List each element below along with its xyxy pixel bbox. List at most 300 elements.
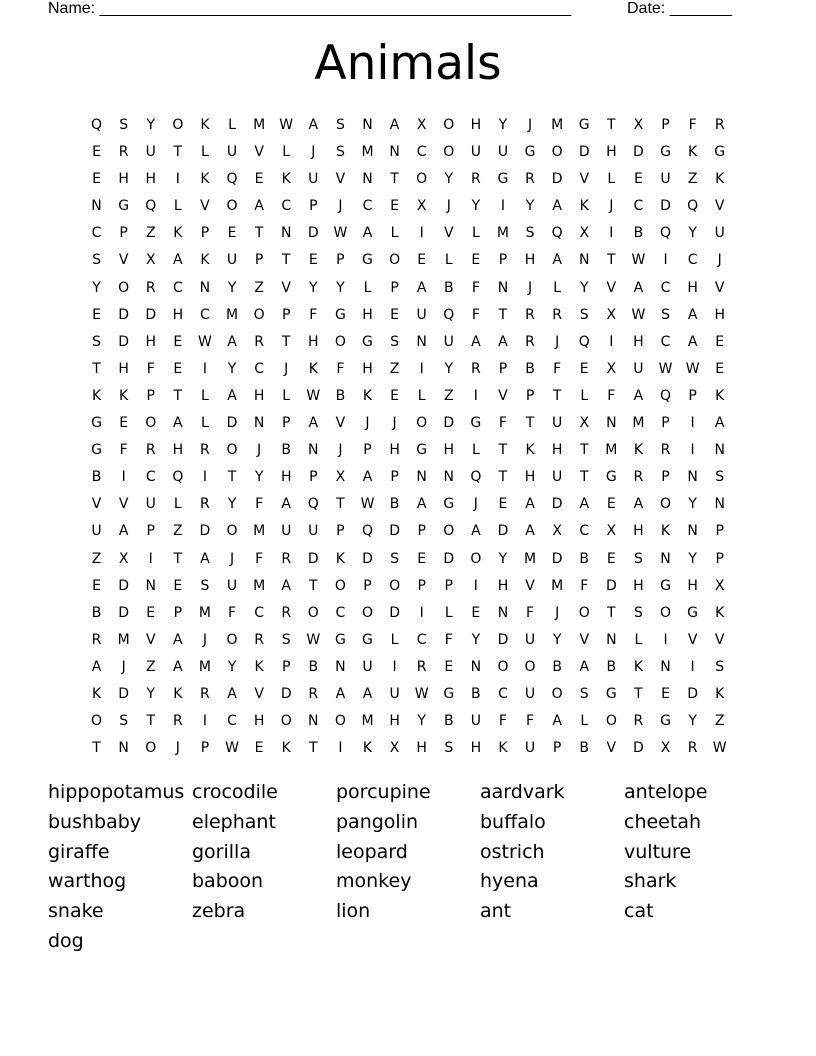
grid-letter: D xyxy=(118,577,130,594)
grid-letter: D xyxy=(633,740,644,757)
grid-letter: A xyxy=(525,523,535,540)
grid-letter: H xyxy=(606,144,617,161)
grid-letter: A xyxy=(552,198,562,215)
grid-letter: J xyxy=(175,740,180,757)
grid-letter: P xyxy=(525,387,535,404)
grid-letter: A xyxy=(227,685,237,702)
grid-letter: Q xyxy=(470,469,482,486)
grid-letter: P xyxy=(417,523,426,540)
grid-letter: W xyxy=(360,496,375,513)
grid-letter: A xyxy=(552,713,562,730)
grid-letter: F xyxy=(336,360,345,377)
grid-letter: J xyxy=(555,604,560,621)
grid-letter: R xyxy=(172,713,183,730)
grid-letter: P xyxy=(417,577,426,594)
grid-letter: B xyxy=(525,360,535,377)
grid-letter: L xyxy=(444,252,453,269)
grid-letter: G xyxy=(660,144,671,161)
grid-row xyxy=(83,410,735,437)
grid-letter: H xyxy=(389,713,400,730)
grid-letter: D xyxy=(118,306,130,323)
grid-letter: C xyxy=(633,198,644,215)
grid-letter: A xyxy=(633,387,644,404)
grid-letter: M xyxy=(198,604,211,621)
grid-letter: T xyxy=(579,442,589,459)
grid-letter: G xyxy=(443,685,455,702)
grid-letter: T xyxy=(173,387,183,404)
grid-letter: M xyxy=(361,144,374,161)
grid-letter: G xyxy=(605,469,617,486)
grid-letter: E xyxy=(119,415,129,432)
grid-letter: S xyxy=(661,306,670,323)
grid-letter: K xyxy=(119,387,129,404)
grid-letter: O xyxy=(118,279,130,296)
grid-letter: E xyxy=(498,496,508,513)
grid-letter: J xyxy=(121,658,126,675)
grid-letter: F xyxy=(471,306,480,323)
grid-letter: V xyxy=(714,198,725,215)
grid-letter: P xyxy=(309,198,318,215)
grid-letter: V xyxy=(606,740,617,757)
grid-letter: U xyxy=(308,523,319,540)
grid-letter: T xyxy=(336,496,345,513)
grid-letter: A xyxy=(498,333,508,350)
grid-row xyxy=(83,275,735,302)
grid-letter: D xyxy=(307,225,319,242)
grid-letter: H xyxy=(524,252,536,269)
grid-letter: G xyxy=(362,631,373,648)
grid-letter: D xyxy=(362,550,373,567)
grid-letter: F xyxy=(526,713,535,730)
grid-letter: H xyxy=(687,279,698,296)
grid-row xyxy=(83,735,735,762)
grid-letter: G xyxy=(362,252,373,269)
word-bank-item: hyena xyxy=(480,870,539,893)
grid-letter: H xyxy=(497,577,509,594)
grid-letter: B xyxy=(91,604,102,621)
grid-letter: P xyxy=(498,252,508,269)
grid-letter: X xyxy=(145,252,156,269)
grid-letter: Q xyxy=(361,523,373,540)
grid-letter: Y xyxy=(525,198,535,215)
grid-letter: L xyxy=(634,631,643,648)
grid-letter: D xyxy=(497,523,509,540)
grid-letter: A xyxy=(281,496,291,513)
grid-letter: F xyxy=(444,631,453,648)
grid-letter: N xyxy=(470,658,482,675)
grid-row xyxy=(83,654,735,681)
grid-letter: H xyxy=(362,360,373,377)
grid-letter: P xyxy=(661,415,670,432)
grid-letter: K xyxy=(660,523,671,540)
grid-letter: D xyxy=(633,144,644,161)
grid-letter: P xyxy=(146,387,155,404)
grid-letter: A xyxy=(362,225,373,242)
grid-letter: D xyxy=(687,685,698,702)
grid-letter: M xyxy=(253,523,266,540)
grid-letter: X xyxy=(660,740,671,757)
grid-letter: F xyxy=(471,279,480,296)
grid-letter: C xyxy=(416,631,427,648)
grid-row xyxy=(83,166,735,193)
grid-letter: D xyxy=(443,550,455,567)
grid-letter: T xyxy=(173,550,183,567)
grid-letter: D xyxy=(280,685,292,702)
grid-letter: K xyxy=(362,387,373,404)
grid-letter: A xyxy=(173,658,183,675)
grid-letter: F xyxy=(119,442,128,459)
grid-letter: J xyxy=(527,117,533,133)
grid-letter: P xyxy=(281,415,291,432)
grid-letter: N xyxy=(308,713,319,730)
grid-letter: P xyxy=(363,577,372,594)
grid-letter: U xyxy=(552,469,563,486)
grid-letter: T xyxy=(227,469,237,486)
grid-letter: H xyxy=(253,387,265,404)
grid-letter: C xyxy=(227,713,237,730)
grid-letter: O xyxy=(389,252,401,269)
grid-row xyxy=(83,112,735,139)
grid-letter: X xyxy=(714,577,725,594)
grid-letter: A xyxy=(173,252,183,269)
grid-letter: V xyxy=(335,171,346,188)
grid-letter: Y xyxy=(471,631,481,648)
grid-letter: T xyxy=(498,442,508,459)
grid-letter: G xyxy=(660,577,671,594)
grid-letter: S xyxy=(335,117,345,133)
grid-letter: J xyxy=(311,144,316,161)
grid-letter: H xyxy=(524,469,536,486)
grid-row xyxy=(83,220,735,247)
grid-letter: C xyxy=(281,198,292,215)
grid-letter: K xyxy=(715,387,725,404)
grid-letter: C xyxy=(145,469,156,486)
grid-letter: R xyxy=(145,279,156,296)
grid-letter: O xyxy=(280,713,292,730)
grid-letter: M xyxy=(551,577,564,594)
grid-letter: P xyxy=(309,469,318,486)
grid-letter: H xyxy=(416,740,427,757)
grid-letter: R xyxy=(200,496,210,513)
grid-letter: O xyxy=(334,577,346,594)
grid-letter: V xyxy=(714,279,725,296)
grid-letter: V xyxy=(254,685,264,702)
grid-letter: E xyxy=(390,387,399,404)
grid-letter: E xyxy=(254,740,264,757)
grid-letter: N xyxy=(606,415,617,432)
grid-letter: T xyxy=(281,252,291,269)
grid-letter: E xyxy=(444,658,454,675)
grid-row xyxy=(83,329,735,356)
grid-letter: R xyxy=(416,658,427,675)
grid-letter: C xyxy=(687,252,698,269)
grid-letter: T xyxy=(634,685,643,702)
grid-row xyxy=(83,437,735,464)
grid-row xyxy=(83,627,735,654)
word-bank-item: leopard xyxy=(336,840,408,863)
grid-letter: Q xyxy=(660,225,672,242)
grid-row xyxy=(83,302,735,329)
grid-letter: I xyxy=(690,442,695,459)
grid-letter: Z xyxy=(91,550,102,567)
grid-letter: H xyxy=(389,442,400,459)
grid-letter: P xyxy=(444,577,453,594)
grid-letter: H xyxy=(118,171,129,188)
grid-letter: W xyxy=(685,360,700,377)
grid-letter: U xyxy=(91,523,102,540)
grid-letter: D xyxy=(118,333,130,350)
grid-letter: A xyxy=(227,387,237,404)
grid-row xyxy=(83,600,735,627)
grid-letter: N xyxy=(660,658,671,675)
grid-letter: K xyxy=(498,740,508,757)
grid-letter: F xyxy=(553,360,562,377)
grid-letter: A xyxy=(687,333,698,350)
grid-letter: T xyxy=(281,333,291,350)
word-bank-item: baboon xyxy=(192,870,264,893)
grid-letter: Z xyxy=(687,171,698,188)
grid-letter: D xyxy=(199,523,211,540)
grid-letter: U xyxy=(389,685,400,702)
grid-letter: U xyxy=(226,144,238,161)
grid-letter: A xyxy=(254,198,264,215)
grid-letter: T xyxy=(607,604,616,621)
grid-letter: H xyxy=(118,360,129,377)
grid-letter: H xyxy=(172,306,184,323)
grid-letter: W xyxy=(198,333,212,350)
grid-row xyxy=(83,464,735,491)
grid-letter: J xyxy=(609,198,614,215)
grid-letter: N xyxy=(118,740,129,757)
grid-letter: E xyxy=(92,144,101,161)
grid-letter: R xyxy=(200,442,210,459)
word-bank-item: porcupine xyxy=(336,781,431,803)
grid-letter: G xyxy=(334,306,346,323)
grid-row xyxy=(83,708,735,735)
grid-letter: Z xyxy=(389,360,400,377)
grid-letter: K xyxy=(579,198,589,215)
grid-letter: R xyxy=(91,631,102,648)
grid-letter: Y xyxy=(227,496,237,513)
grid-letter: T xyxy=(498,469,508,486)
grid-letter: C xyxy=(660,333,671,350)
grid-letter: W xyxy=(631,252,646,269)
grid-row xyxy=(83,139,735,166)
grid-letter: P xyxy=(146,523,155,540)
grid-letter: E xyxy=(606,496,616,513)
grid-letter: F xyxy=(580,577,589,594)
grid-letter: T xyxy=(173,144,183,161)
grid-letter: A xyxy=(118,523,129,540)
grid-letter: U xyxy=(524,740,536,757)
grid-letter: O xyxy=(443,144,455,161)
grid-letter: V xyxy=(498,387,508,404)
grid-letter: I xyxy=(690,415,695,432)
grid-letter: D xyxy=(497,631,509,648)
grid-letter: U xyxy=(145,496,156,513)
grid-letter: I xyxy=(202,469,207,486)
word-bank-item: ostrich xyxy=(480,840,545,863)
grid-letter: A xyxy=(416,279,427,296)
grid-letter: K xyxy=(525,442,535,459)
grid-letter: J xyxy=(392,415,397,432)
word-bank-item: snake xyxy=(48,900,104,922)
grid-letter: T xyxy=(579,469,589,486)
grid-letter: E xyxy=(390,306,399,323)
grid-letter: N xyxy=(578,252,590,269)
grid-letter: L xyxy=(390,225,399,242)
grid-letter: T xyxy=(607,252,616,269)
grid-letter: I xyxy=(392,658,397,675)
grid-letter: U xyxy=(362,658,373,675)
grid-letter: B xyxy=(606,658,617,675)
grid-letter: T xyxy=(309,740,318,757)
word-bank-item: monkey xyxy=(336,870,412,893)
grid-letter: D xyxy=(389,604,400,621)
grid-letter: D xyxy=(145,306,157,323)
grid-letter: R xyxy=(254,333,264,350)
grid-letter: I xyxy=(663,252,668,269)
grid-letter: E xyxy=(92,171,101,188)
grid-letter: Q xyxy=(443,306,455,323)
word-bank-item: cat xyxy=(624,900,654,922)
grid-letter: D xyxy=(551,496,563,513)
grid-letter: P xyxy=(661,117,670,133)
grid-letter: K xyxy=(715,685,725,702)
grid-letter: V xyxy=(579,631,590,648)
grid-letter: Y xyxy=(146,685,156,702)
grid-letter: A xyxy=(335,685,346,702)
grid-letter: S xyxy=(579,685,589,702)
grid-letter: H xyxy=(308,333,319,350)
grid-letter: P xyxy=(715,523,724,540)
grid-letter: I xyxy=(202,713,207,730)
word-bank-item: bushbaby xyxy=(48,810,142,833)
grid-letter: M xyxy=(117,631,130,648)
grid-letter: S xyxy=(579,306,589,323)
grid-letter: E xyxy=(579,360,589,377)
grid-letter: M xyxy=(253,577,266,594)
grid-letter: M xyxy=(632,415,645,432)
grid-letter: P xyxy=(200,225,210,242)
grid-letter: O xyxy=(660,496,672,513)
grid-letter: H xyxy=(470,740,482,757)
grid-letter: R xyxy=(525,333,535,350)
grid-letter: X xyxy=(633,117,644,133)
grid-letter: R xyxy=(714,117,725,133)
grid-letter: A xyxy=(687,306,698,323)
grid-letter: J xyxy=(446,198,451,215)
grid-letter: Y xyxy=(227,658,237,675)
grid-letter: C xyxy=(362,198,373,215)
word-bank-item: hippopotamus xyxy=(48,781,185,803)
grid-letter: Y xyxy=(92,279,101,296)
grid-letter: C xyxy=(172,279,183,296)
grid-letter: E xyxy=(661,685,670,702)
word-bank-item: antelope xyxy=(624,781,708,803)
grid-letter: N xyxy=(443,469,454,486)
grid-letter: P xyxy=(281,658,291,675)
grid-row xyxy=(83,491,735,518)
grid-letter: A xyxy=(308,117,319,133)
grid-letter: E xyxy=(633,171,643,188)
grid-letter: O xyxy=(334,713,346,730)
grid-letter: C xyxy=(335,604,346,621)
grid-letter: H xyxy=(687,577,698,594)
grid-letter: J xyxy=(338,198,343,215)
grid-letter: R xyxy=(633,469,644,486)
grid-letter: S xyxy=(119,117,129,133)
grid-letter: H xyxy=(714,306,725,323)
grid-letter: H xyxy=(145,333,156,350)
grid-letter: J xyxy=(229,550,235,567)
grid-letter: T xyxy=(92,360,101,377)
grid-letter: L xyxy=(201,387,209,404)
grid-letter: S xyxy=(390,333,400,350)
grid-letter: H xyxy=(362,306,373,323)
grid-letter: E xyxy=(606,550,616,567)
grid-letter: A xyxy=(362,469,373,486)
grid-letter: A xyxy=(471,523,481,540)
grid-letter: L xyxy=(173,496,182,513)
grid-letter: V xyxy=(145,631,156,648)
grid-letter: B xyxy=(91,469,102,486)
grid-letter: O xyxy=(253,306,265,323)
grid-letter: R xyxy=(552,306,562,323)
grid-letter: H xyxy=(633,333,644,350)
grid-letter: I xyxy=(473,577,478,594)
grid-letter: N xyxy=(145,577,156,594)
grid-letter: G xyxy=(334,631,346,648)
grid-letter: W xyxy=(279,117,294,133)
grid-letter: V xyxy=(281,279,291,296)
grid-letter: O xyxy=(416,415,428,432)
grid-letter: R xyxy=(254,631,264,648)
grid-letter: H xyxy=(253,713,265,730)
grid-letter: Q xyxy=(91,117,103,133)
header-line xyxy=(48,0,748,20)
grid-letter: K xyxy=(715,604,725,621)
grid-letter: R xyxy=(200,685,210,702)
grid-letter: S xyxy=(715,658,725,675)
grid-letter: Z xyxy=(145,225,156,242)
word-bank xyxy=(48,778,768,957)
word-bank-item: buffalo xyxy=(480,810,546,833)
grid-letter: L xyxy=(417,387,426,404)
grid-letter: R xyxy=(470,360,481,377)
grid-letter: T xyxy=(390,171,399,188)
grid-letter: P xyxy=(390,279,399,296)
grid-letter: E xyxy=(715,333,725,350)
grid-letter: U xyxy=(633,360,644,377)
grid-letter: L xyxy=(390,631,399,648)
grid-letter: B xyxy=(443,279,454,296)
grid-letter: T xyxy=(146,713,156,730)
grid-letter: O xyxy=(578,604,590,621)
grid-letter: Y xyxy=(336,279,345,296)
grid-letter: L xyxy=(201,144,209,161)
grid-letter: D xyxy=(578,144,590,161)
grid-letter: A xyxy=(633,496,644,513)
grid-letter: Y xyxy=(498,117,508,133)
word-bank-item: vulture xyxy=(624,840,692,863)
grid-letter: S xyxy=(335,144,345,161)
grid-letter: Q xyxy=(578,333,590,350)
grid-letter: S xyxy=(281,631,291,648)
grid-letter: C xyxy=(498,685,508,702)
grid-letter: J xyxy=(473,496,478,513)
grid-letter: R xyxy=(660,442,671,459)
